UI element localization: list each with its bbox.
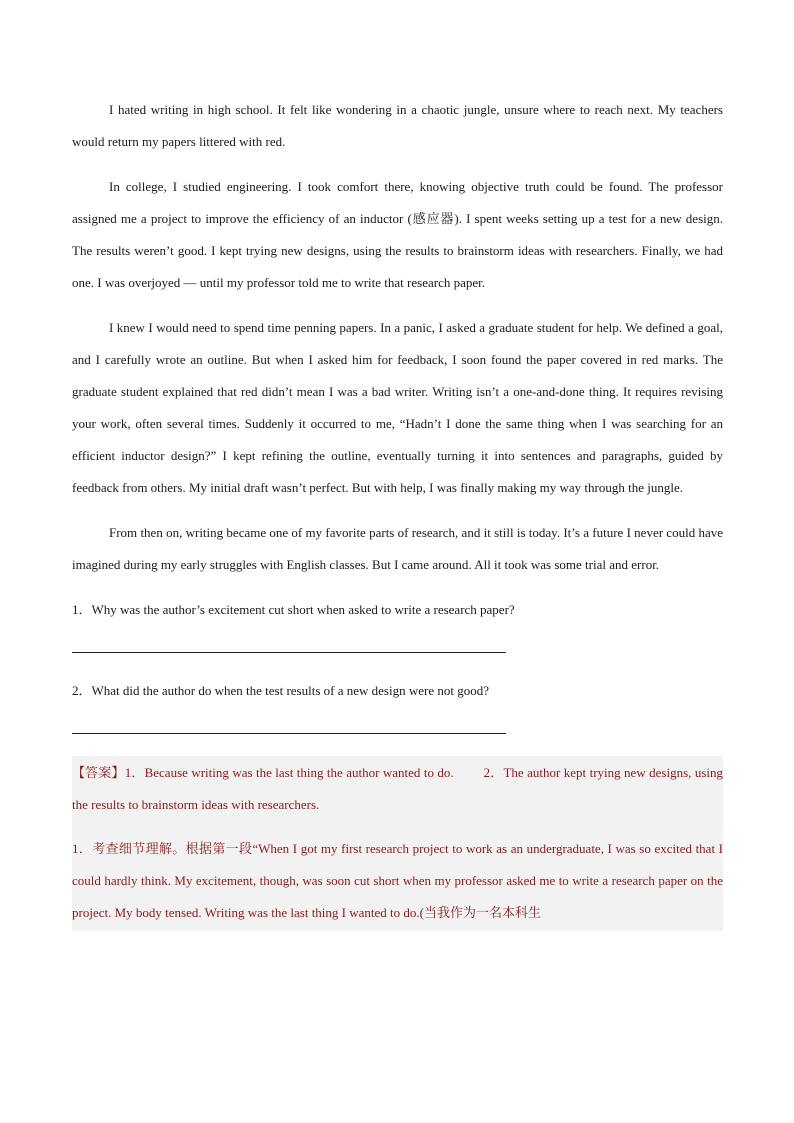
answer-1: 1．Because writing was the last thing the author wanted to do. [124, 765, 454, 780]
answer-2: 2．The author kept trying new designs, using the results to brainstorm ideas with researchers. [72, 765, 723, 812]
question-2: 2．What did the author do when the test results of a new design were not good? [72, 683, 489, 698]
passage-paragraph-4: From then on, writing became one of my favorite parts of research, and it still is today. It’s a future I never could have imagined during my early struggles with English classes. But I came around. All it took was some trial and error. [72, 525, 723, 572]
question-1: 1．Why was the author’s excitement cut short when asked to write a research paper? [72, 602, 515, 617]
answer-summary [72, 757, 723, 821]
document-page [72, 94, 723, 931]
passage-paragraph-2: In college, I studied engineering. I took comfort there, knowing objective truth could be found. The professor assigned me a project to improve the efficiency of an inductor (感应器). I spent weeks setting up a test for a new design. The results weren’t good. I kept trying new designs, using the results to brainstorm ideas with researchers. Finally, we had one. I was overjoyed — until my professor told me to write that research paper. [72, 179, 723, 290]
passage-paragraph-3: I knew I would need to spend time penning papers. In a panic, I asked a graduate student for help. We defined a goal, and I carefully wrote an outline. But when I asked him for feedback, I soon found the paper covered in red marks. The graduate student explained that red didn’t mean I was a bad writer. Writing isn’t a one-and-done thing. It requires revising your work, often several times. Suddenly it occurred to me, “Hadn’t I done the same thing when I was searching for an efficient inductor design?” I kept refining the outline, eventually turning it into sentences and paragraphs, guided by feedback from others. My initial draft wasn’t perfect. But with help, I was finally making my way through the jungle. [72, 320, 723, 495]
answer-tag: 【答案】 [72, 765, 125, 780]
passage-paragraph-1: I hated writing in high school. It felt like wondering in a chaotic jungle, unsure where to reach next. My teachers would return my papers littered with red. [72, 102, 723, 149]
answer-explanation: 1．考查细节理解。根据第一段“When I got my first research project to work as an undergraduate, I was so excited that I could hardly think. My excitement, though, was soon cut short when my professor asked me to write a research paper on the project. My body tensed. Writing was the last thing I wanted to do.(当我作为一名本科生 [72, 841, 723, 920]
answer-line-2[interactable] [72, 733, 506, 734]
answer-line-1[interactable] [72, 652, 506, 653]
answer-gap [72, 821, 723, 833]
answer-section [72, 756, 723, 931]
